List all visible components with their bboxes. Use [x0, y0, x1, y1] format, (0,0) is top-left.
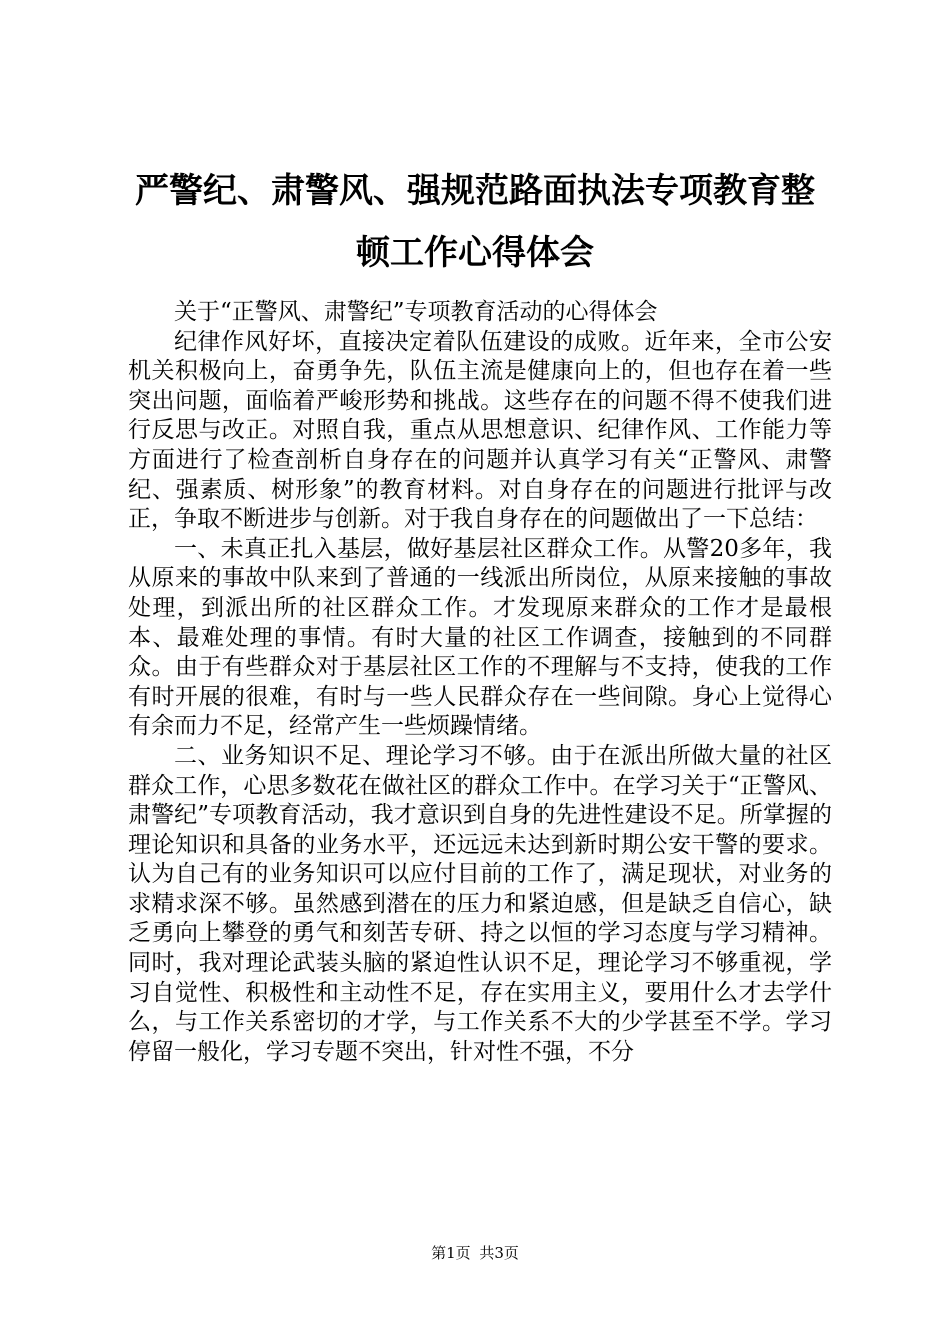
page-number: 第1页: [431, 1244, 471, 1262]
title-line-2: 顿工作心得体会: [356, 233, 594, 273]
paragraph-point-1: 一、未真正扎入基层，做好基层社区群众工作。从警20多年，我从原来的事故中队来到了普通的一线派出所岗位，从原来接触的事故处理，到派出所的社区群众工作。才发现原来群众的工作才是最根本、最难处理的事情。有时大量的社区工作调查，接触到的不同群众。由于有些群众对于基层社区工作的不理解与不支持，使我的工作有时开展的很难，有时与一些人民群众存在一些间隙。身心上觉得心有余而力不足，经常产生一些烦躁情绪。: [128, 535, 832, 740]
document-body: [128, 298, 832, 1067]
paragraph-point-2: 二、业务知识不足、理论学习不够。由于在派出所做大量的社区群众工作，心思多数花在做社区的群众工作中。在学习关于“正警风、肃警纪”专项教育活动，我才意识到自身的先进性建设不足。所掌握的理论知识和具备的业务水平，还远远未达到新时期公安干警的要求。认为自己有的业务知识可以应付目前的工作了，满足现状，对业务的求精求深不够。虽然感到潜在的压力和紧迫感，但是缺乏自信心，缺乏勇向上攀登的勇气和刻苦专研、持之以恒的学习态度与学习精神。同时，我对理论武装头脑的紧迫性认识不足，理论学习不够重视，学习自觉性、积极性和主动性不足，存在实用主义，要用什么才去学什么，与工作关系密切的才学，与工作关系不大的少学甚至不学。学习停留一般化，学习专题不突出，针对性不强，不分: [128, 742, 832, 1065]
paragraph-intro: 纪律作风好坏，直接决定着队伍建设的成败。近年来，全市公安机关积极向上，奋勇争先，队伍主流是健康向上的，但也存在着一些突出问题，面临着严峻形势和挑战。这些存在的问题不得不使我们进行反思与改正。对照自我，重点从思想意识、纪律作风、工作能力等方面进行了检查剖析自身存在的问题并认真学习有关“正警风、肃警纪、强素质、树形象”的教育材料。对自身存在的问题进行批评与改正，争取不断进步与创新。对于我自身存在的问题做出了一下总结：: [128, 328, 832, 533]
document-title: [118, 160, 832, 284]
page-footer: [0, 1243, 950, 1263]
page-total: 共3页: [479, 1244, 519, 1262]
paragraph-subtitle: 关于“正警风、肃警纪”专项教育活动的心得体会: [174, 299, 658, 325]
title-line-1: 严警纪、肃警风、强规范路面执法专项教育整: [135, 171, 815, 211]
